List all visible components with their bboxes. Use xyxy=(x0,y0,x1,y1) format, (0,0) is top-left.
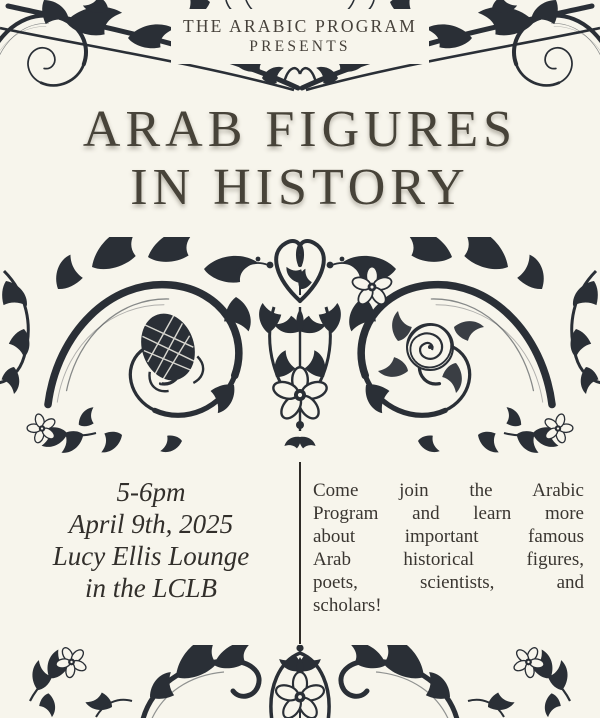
header-label-box xyxy=(171,9,429,64)
description-line: scholars! xyxy=(313,595,382,616)
program-name: THE ARABIC PROGRAM xyxy=(182,16,418,36)
vertical-divider xyxy=(299,462,301,644)
description-line: Program and learn more xyxy=(313,503,584,524)
event-time: 5-6pm xyxy=(116,477,186,507)
bottom-center-teardrop xyxy=(271,645,329,718)
central-acanthus-scroll-ornament xyxy=(0,237,600,463)
description-line: poets, scientists, and xyxy=(313,572,584,593)
event-location: Lucy Ellis Lounge xyxy=(52,541,250,571)
center-drop-pendant xyxy=(255,298,346,452)
event-description xyxy=(313,479,584,617)
title-line-1: ARAB FIGURES xyxy=(82,101,518,158)
page-title xyxy=(0,101,600,217)
event-building: in the LCLB xyxy=(84,573,218,603)
bottom-floral-border-ornament xyxy=(0,645,600,718)
description-line: Come join the Arabic xyxy=(313,480,584,501)
description-line: about important famous xyxy=(313,526,584,547)
title-line-2: IN HISTORY xyxy=(130,159,470,216)
event-date: April 9th, 2025 xyxy=(68,509,234,539)
presents-text: PRESENTS xyxy=(249,38,351,55)
description-line: Arab historical figures, xyxy=(313,549,584,570)
event-details xyxy=(12,476,290,604)
